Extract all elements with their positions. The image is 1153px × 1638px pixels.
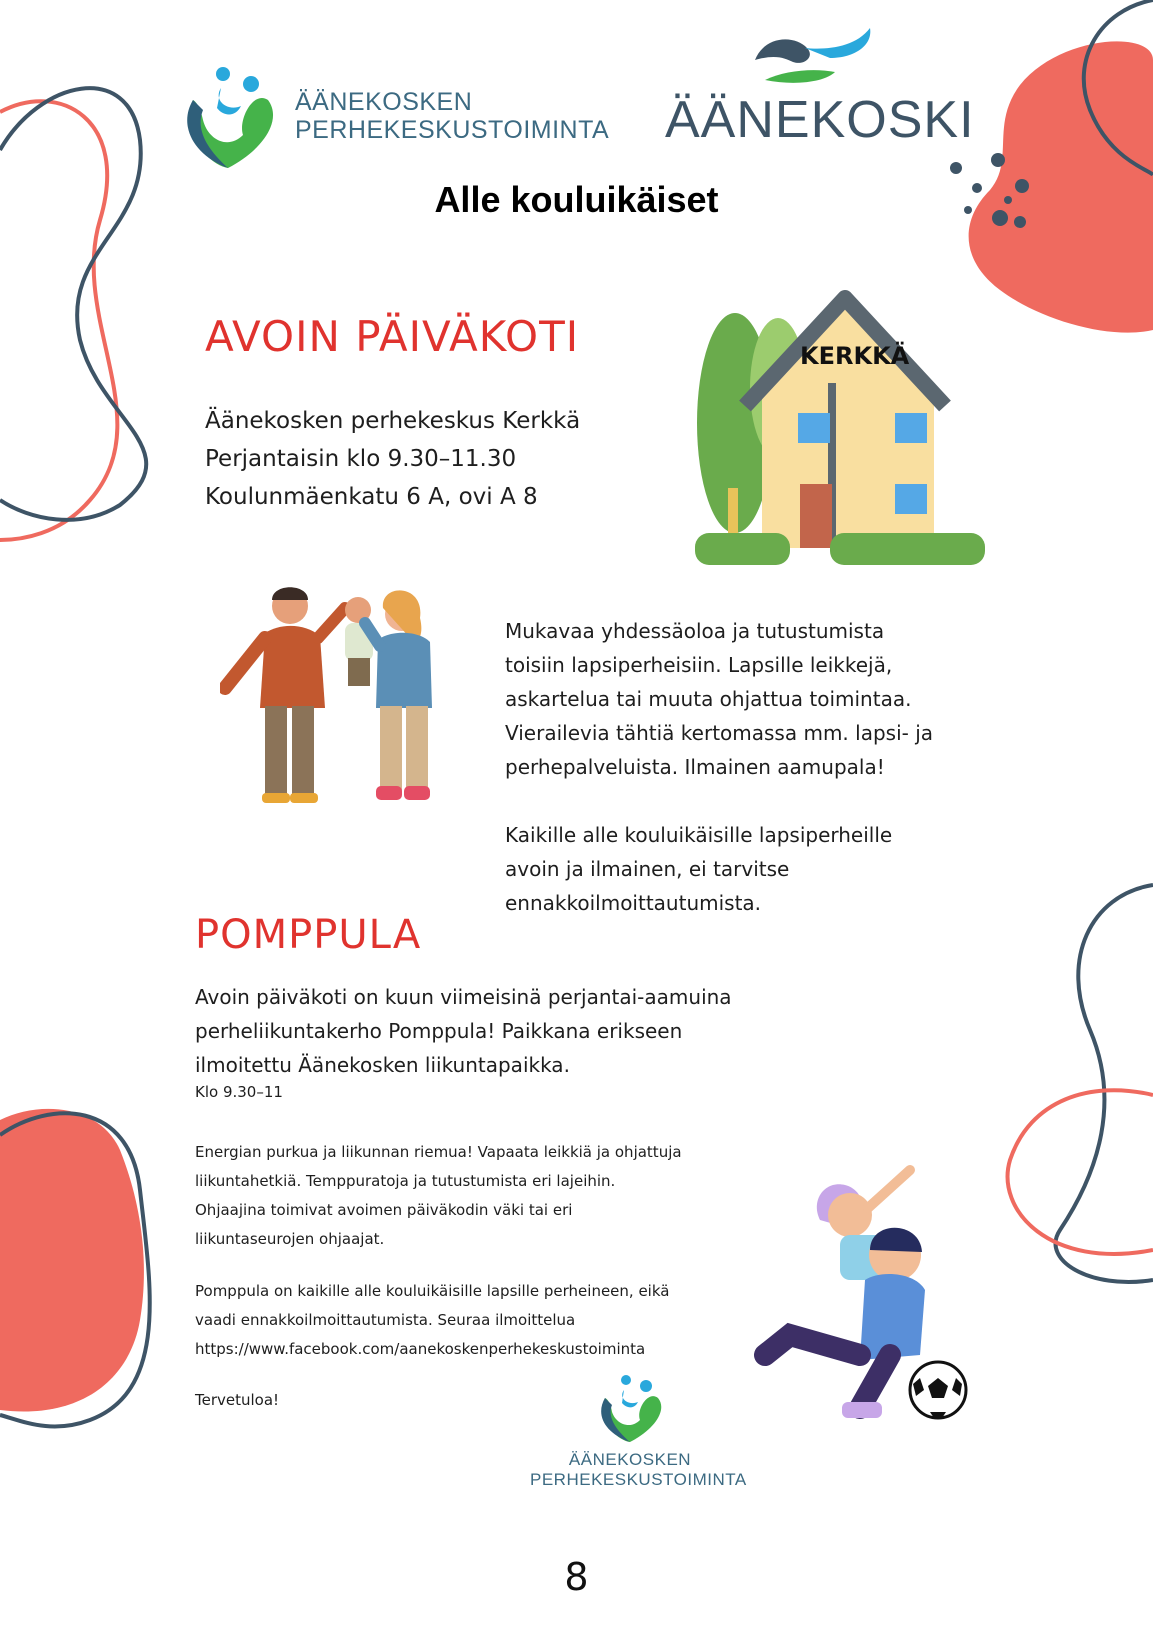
pomppula-para1-line: Ohjaajina toimivat avoimen päiväkodin väki tai eri — [195, 1201, 573, 1219]
org-logo — [183, 60, 610, 170]
footer-logo — [530, 1370, 747, 1490]
right-navy-squiggle — [1056, 885, 1153, 1282]
family-icon — [220, 578, 460, 823]
org-logo-line2: PERHEKESKUSTOIMINTA — [295, 116, 610, 144]
city-logo-text: ÄÄNEKOSKI — [665, 91, 975, 149]
pomppula-time: Klo 9.30–11 — [195, 1083, 283, 1101]
pomppula-para1-line: Energian purkua ja liikunnan riemua! Vapaata leikkiä ja ohjattuja — [195, 1143, 682, 1161]
avoin-desc-line: Vierailevia tähtiä kertomassa mm. lapsi- ja — [505, 721, 934, 745]
house-label: KERKKÄ — [800, 342, 910, 370]
pomppula-para2-line: Pomppula on kaikille alle kouluikäisille lapsille perheineen, eikä — [195, 1282, 670, 1300]
wave-icon — [745, 20, 885, 90]
family-illustration — [220, 578, 460, 823]
right-red-squiggle — [1008, 1090, 1153, 1254]
pomppula-para2-line: vaadi ennakkoilmoittautumista. Seuraa ilmoittelua — [195, 1311, 576, 1329]
avoin-description — [505, 614, 933, 920]
avoin-desc-line: Mukavaa yhdessäoloa ja tutustumista — [505, 619, 885, 643]
avoin-line: Koulunmäenkatu 6 A, ovi A 8 — [205, 484, 538, 510]
avoin-info — [205, 402, 580, 516]
house-icon — [690, 288, 990, 568]
heart-people-icon — [183, 60, 283, 170]
pomppula-para1-line: liikuntaseurojen ohjaajat. — [195, 1230, 385, 1248]
org-logo-line1: ÄÄNEKOSKEN — [295, 88, 473, 116]
pomppula-intro-line: perheliikuntakerho Pomppula! Paikkana erikseen — [195, 1019, 683, 1043]
avoin-title: AVOIN PÄIVÄKOTI — [205, 312, 580, 361]
footer-logo-line1: ÄÄNEKOSKEN — [568, 1450, 692, 1469]
avoin-desc-line: perhepalveluista. Ilmainen aamupala! — [505, 755, 885, 779]
pomppula-intro-line: ilmoitettu Äänekosken liikuntapaikka. — [195, 1053, 570, 1077]
avoin-desc-line: toisiin lapsiperheisiin. Lapsille leikkejä, — [505, 653, 893, 677]
facebook-link[interactable]: https://www.facebook.com/aanekoskenperhekeskustoiminta — [195, 1340, 646, 1358]
pomppula-para2 — [195, 1277, 669, 1364]
pomppula-intro — [195, 980, 732, 1082]
house-illustration — [690, 288, 990, 568]
pomppula-para1 — [195, 1138, 682, 1254]
pomppula-para1-line: liikuntahetkiä. Temppuratoja ja tutustumista eri lajeihin. — [195, 1172, 616, 1190]
heart-people-icon — [598, 1370, 668, 1442]
pomppula-intro-line: Avoin päiväkoti on kuun viimeisinä perjantai-aamuina — [195, 985, 732, 1009]
top-left-red-squiggle — [0, 101, 117, 540]
top-left-navy-squiggle — [0, 88, 146, 520]
avoin-line: Perjantaisin klo 9.30–11.30 — [205, 446, 517, 472]
avoin-desc2-line: Kaikille alle kouluikäisille lapsiperheille — [505, 823, 893, 847]
page-title: Alle kouluikäiset — [434, 179, 719, 220]
avoin-desc-line: askartelua tai muuta ohjattua toimintaa. — [505, 687, 912, 711]
kids-illustration — [750, 1140, 980, 1440]
avoin-desc2-line: avoin ja ilmainen, ei tarvitse — [505, 857, 790, 881]
page-number: 8 — [564, 1555, 589, 1599]
avoin-desc2-line: ennakkoilmoittautumista. — [505, 891, 762, 915]
pomppula-title: POMPPULA — [195, 912, 422, 958]
closing-text: Tervetuloa! — [195, 1391, 280, 1409]
footer-logo-line2: PERHEKESKUSTOIMINTA — [530, 1470, 747, 1489]
avoin-line: Äänekosken perhekeskus Kerkkä — [205, 408, 581, 434]
bottom-left-red-blob — [0, 1109, 144, 1412]
city-logo — [665, 20, 975, 150]
kids-playing-icon — [750, 1140, 980, 1440]
